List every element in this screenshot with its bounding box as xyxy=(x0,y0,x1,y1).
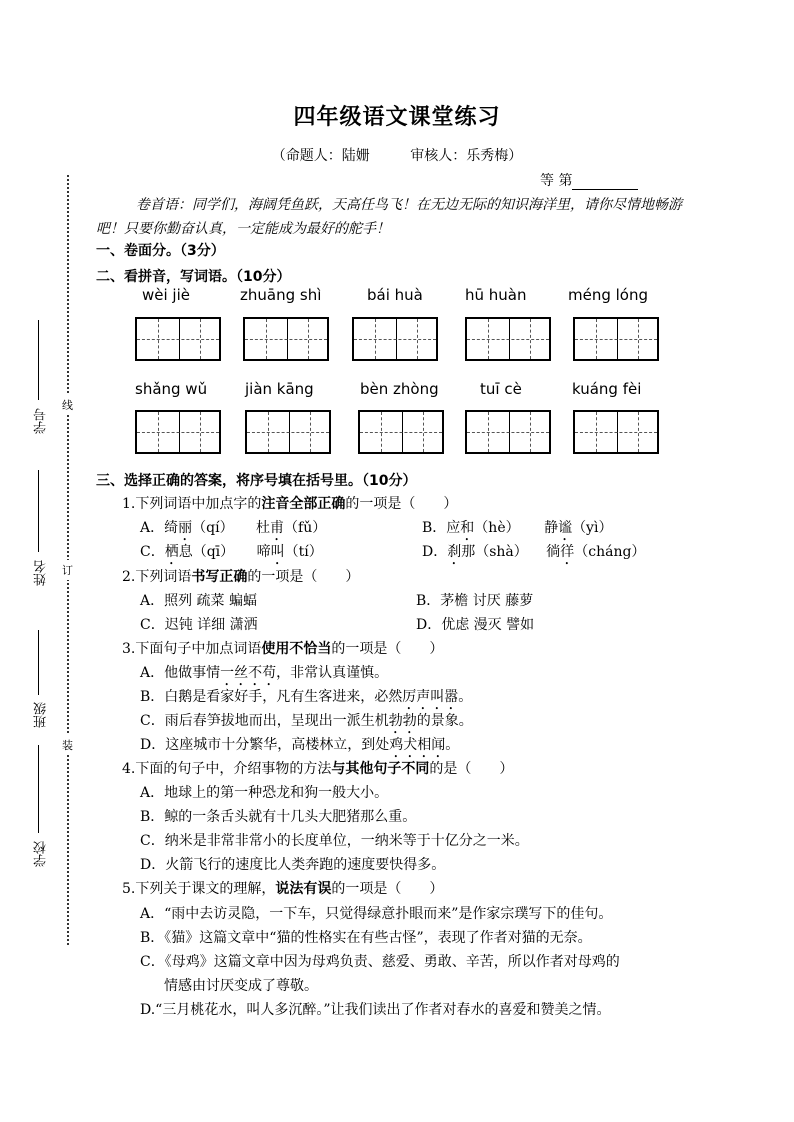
pinyin-10: kuáng fèi xyxy=(572,380,642,398)
answer-box[interactable] xyxy=(135,317,221,361)
question-5: 5.下列关于课文的理解，说法有误的一项是（ ） xyxy=(122,881,444,897)
reviewer: 审核人：乐秀梅） xyxy=(410,148,523,164)
q1-option-b[interactable]: B．应和（hè） 静谧（yì） xyxy=(422,520,613,536)
q5-option-c[interactable]: C．《母鸡》这篇文章中因为母鸡负责、慈爱、勇敢、辛苦，所以作者对母鸡的 情感由讨厌变成了尊敬。 xyxy=(140,954,620,994)
question-3: 3.下面句子中加点词语使用不恰当的一项是（ ） xyxy=(122,641,444,657)
section-1-heading: 一、卷面分。（3分） xyxy=(96,243,225,259)
q1-option-a[interactable]: A．绮丽（qí） 杜甫（fǔ） xyxy=(140,520,327,536)
q3-option-a[interactable]: A．他做事情一丝不苟，非常认真谨慎。 xyxy=(140,665,389,681)
q1-option-c[interactable]: C．栖息（qī） 啼叫（tí） xyxy=(140,544,323,560)
pinyin-9: tuī cè xyxy=(480,380,522,398)
q2-option-a[interactable]: A．照列 疏菜 蝙蝠 xyxy=(140,593,258,609)
q5-option-b[interactable]: B．《猫》这篇文章中“猫的性格实在有些古怪”，表现了作者对猫的无奈。 xyxy=(140,930,592,946)
name-field[interactable]: 姓名 xyxy=(18,470,58,600)
section-2-heading: 二、看拼音，写词语。（10分） xyxy=(96,269,291,285)
q4-option-d[interactable]: D．火箭飞行的速度比人类奔跑的速度要快得多。 xyxy=(140,857,446,873)
student-number-field[interactable]: 学号 xyxy=(18,320,58,450)
answer-box[interactable] xyxy=(245,410,331,454)
pinyin-1: wèi jiè xyxy=(142,286,190,304)
page-title: 四年级语文课堂练习 xyxy=(293,105,501,130)
answer-box[interactable] xyxy=(573,410,659,454)
q5-option-d[interactable]: D.“三月桃花水，叫人多沉醉。”让我们读出了作者对春水的喜爱和赞美之情。 xyxy=(140,1002,611,1018)
pinyin-6: shǎng wǔ xyxy=(135,380,208,398)
preface: 卷首语：同学们，海阔凭鱼跃，天高任鸟飞！在无边无际的知识海洋里，请你尽情地畅游吧！只要你勤奋认真，一定能成为最好的舵手！ xyxy=(96,197,682,237)
q3-option-c[interactable]: C．雨后春笋拔地而出，呈现出一派生机勃勃的景象。 xyxy=(140,713,473,729)
question-4: 4.下面的句子中，介绍事物的方法与其他句子不同的是（ ） xyxy=(122,761,514,777)
school-field[interactable]: 学校 xyxy=(18,745,58,880)
binding-char-ding: 订 xyxy=(62,560,73,580)
authors-line xyxy=(0,145,794,165)
answer-box[interactable] xyxy=(135,410,221,454)
binding-char-xian: 线 xyxy=(62,395,73,415)
pinyin-4: hū huàn xyxy=(465,286,527,304)
answer-box[interactable] xyxy=(358,410,444,454)
q2-option-b[interactable]: B．茅檐 讨厌 藤萝 xyxy=(416,593,534,609)
q4-option-c[interactable]: C．纳米是非常非常小的长度单位，一纳米等于十亿分之一米。 xyxy=(140,833,529,849)
pinyin-5: méng lóng xyxy=(568,286,649,304)
setter: （命题人：陆姗 xyxy=(271,148,370,164)
pinyin-8: bèn zhòng xyxy=(360,380,439,398)
q3-option-d[interactable]: D．这座城市十分繁华，高楼林立，到处鸡犬相闻。 xyxy=(140,737,460,753)
grade-label: 等 第 xyxy=(540,173,573,189)
q4-option-a[interactable]: A．地球上的第一种恐龙和狗一般大小。 xyxy=(140,785,389,801)
answer-box[interactable] xyxy=(243,317,329,361)
pinyin-2: zhuāng shì xyxy=(240,286,322,304)
answer-box[interactable] xyxy=(573,317,659,361)
q5-option-a[interactable]: A．“雨中去访灵隐，一下车，只觉得绿意扑眼而来”是作家宗璞写下的佳句。 xyxy=(140,906,613,922)
q2-option-c[interactable]: C．迟钝 详细 潇洒 xyxy=(140,617,258,633)
q4-option-b[interactable]: B．鲸的一条舌头就有十几头大肥猪那么重。 xyxy=(140,809,417,825)
section-3-heading: 三、选择正确的答案，将序号填在括号里。（10分） xyxy=(96,473,417,489)
pinyin-3: bái huà xyxy=(367,286,423,304)
answer-box[interactable] xyxy=(352,317,438,361)
q3-option-b[interactable]: B．白鹅是看家好手，凡有生客进来，必然厉声叫嚣。 xyxy=(140,689,473,705)
answer-box[interactable] xyxy=(465,410,551,454)
question-1: 1.下列词语中加点字的注音全部正确的一项是（ ） xyxy=(122,496,458,512)
binding-char-zhuang: 装 xyxy=(62,735,73,755)
answer-box[interactable] xyxy=(465,317,551,361)
q2-option-d[interactable]: D．优虑 漫灭 譬如 xyxy=(416,617,535,633)
grade-field[interactable] xyxy=(540,170,638,190)
class-field[interactable]: 班级 xyxy=(18,630,58,745)
q1-option-d[interactable]: D．刹那（shà） 徜徉（cháng） xyxy=(422,544,646,560)
pinyin-7: jiàn kāng xyxy=(245,380,314,398)
question-2: 2.下列词语书写正确的一项是（ ） xyxy=(122,569,360,585)
